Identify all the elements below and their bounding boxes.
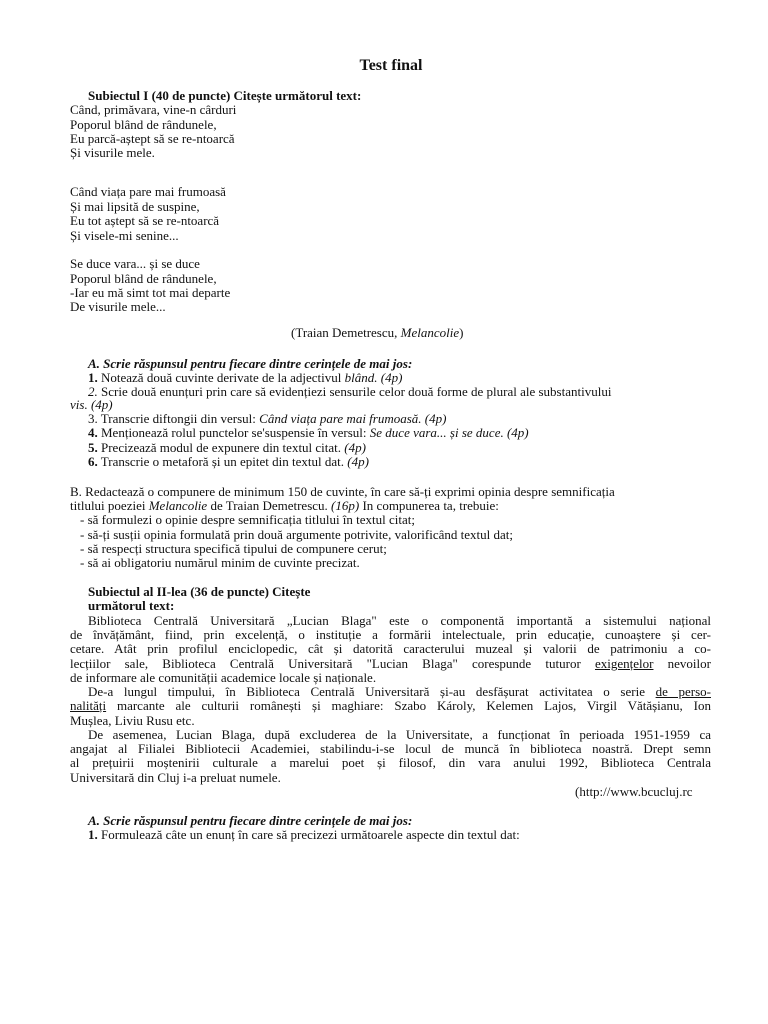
poem-source: (Traian Demetrescu, Melancolie) [291,325,464,340]
poem-line: Când viața pare mai frumoasă [70,184,226,199]
requirement-item: - să respecți structura specifică tipului de compunere cerut; [80,541,387,556]
question-2: 2. Scrie două enunțuri prin care să evidențiezi sensurile celor două forme de plural ale substantivului [88,384,612,399]
poem-line: Și visele-mi senine... [70,228,179,243]
text-source-link: (http://www.bcucluj.rc [575,784,693,799]
paragraph-line: de informare ale comunității academice locale și naționale. [70,670,377,685]
paragraph-line: de învățământ, fiind, prin excelență, o instituție a formării intelectuale, prin educație, cunoaștere și cer- [70,627,711,642]
paragraph-line: De-a lungul timpului, în Biblioteca Centrală Universitară și-au desfășurat activitatea o serie de perso- [88,684,711,699]
poem-line: Când, primăvara, vine-n cârduri [70,102,237,117]
section-b-line-1: B. Redactează o compunere de minimum 150 de cuvinte, în care să-ți exprimi opinia despre semnificația [70,484,615,499]
poem-line: Și visurile mele. [70,145,155,160]
poem-line: De visurile mele... [70,299,166,314]
subject-2-heading: Subiectul al II-lea (36 de puncte) Citește [88,584,311,599]
subject-1-heading: Subiectul I (40 de puncte) Citește următorul text: [88,88,362,103]
question-5: 5. Precizează modul de expunere din textul citat. (4p) [88,440,366,455]
poem-line: Poporul blând de rândunele, [70,271,217,286]
question-4: 4. Menționează rolul punctelor se'suspensie în versul: Se duce vara... și se duce. (4p) [88,425,529,440]
question-3: 3. Transcrie diftongii din versul: Când viața pare mai frumoasă. (4p) [88,411,447,426]
paragraph-line: cetare. Atât prin profilul enciclopedic, cât și datorită caracterului muzeal și valorii de patrimoniu a co- [70,641,711,656]
poem-line: Poporul blând de rândunele, [70,117,217,132]
poem-line: Eu tot aștept să se re-ntoarcă [70,213,220,228]
question-1: 1. Notează două cuvinte derivate de la adjectivul blând. (4p) [88,370,403,385]
poem-line: -Iar eu mă simt tot mai departe [70,285,231,300]
requirement-item: - să ai obligatoriu numărul minim de cuvinte precizat. [80,555,360,570]
paragraph-line: Biblioteca Centrală Universitară „Lucian Blaga" este o componentă importantă a sistemului național [88,613,711,628]
question-6: 6. Transcrie o metaforă și un epitet din textul dat. (4p) [88,454,369,469]
section-b-line-2: titlului poeziei Melancolie de Traian Demetrescu. (16p) In compunerea ta, trebuie: [70,498,499,513]
paragraph-line: Mușlea, Liviu Rusu etc. [70,713,195,728]
poem-line: Și mai lipsită de suspine, [70,199,200,214]
paragraph-line: Universitară din Cluj i-a preluat numele. [70,770,281,785]
paragraph-line: al prețuirii moștenirii culturale a marelui poet și filosof, din vara anului 1992, Biblioteca Centrala [70,755,711,770]
question-1: 1. Formulează câte un enunț în care să precizezi următoarele aspecte din textul dat: [88,827,520,842]
section-a-heading: A. Scrie răspunsul pentru fiecare dintre cerințele de mai jos: [88,813,413,828]
subject-2-heading-cont: următorul text: [88,598,175,613]
paragraph-line: lecțiilor sale, Biblioteca Centrală Universitară "Lucian Blaga" corespunde tuturor exigențelor nevoilor [70,656,711,671]
page-title: Test final [359,57,423,74]
paragraph-line: angajat al Filialei Bibliotecii Academiei, stabilindu-i-se locul de muncă în biblioteca noastră. Drept semn [70,741,711,756]
paragraph-line: De asemenea, Lucian Blaga, după excluderea de la Universitate, a funcționat în perioada 1951-1959 ca [88,727,711,742]
requirement-item: - să-ți susții opinia formulată prin două argumente potrivite, valorificând textul dat; [80,527,513,542]
poem-line: Se duce vara... și se duce [70,256,200,271]
requirement-item: - să formulezi o opinie despre semnificația titlului în textul citat; [80,512,416,527]
section-a-heading: A. Scrie răspunsul pentru fiecare dintre cerințele de mai jos: [88,356,413,371]
question-2-continued: vis. (4p) [70,397,113,412]
paragraph-line: nalități marcante ale culturii românești și maghiare: Szabo Károly, Kelemen Lajos, Virgil Vătășianu, Ion [70,698,711,713]
poem-line: Eu parcă-aștept să se re-ntoarcă [70,131,235,146]
